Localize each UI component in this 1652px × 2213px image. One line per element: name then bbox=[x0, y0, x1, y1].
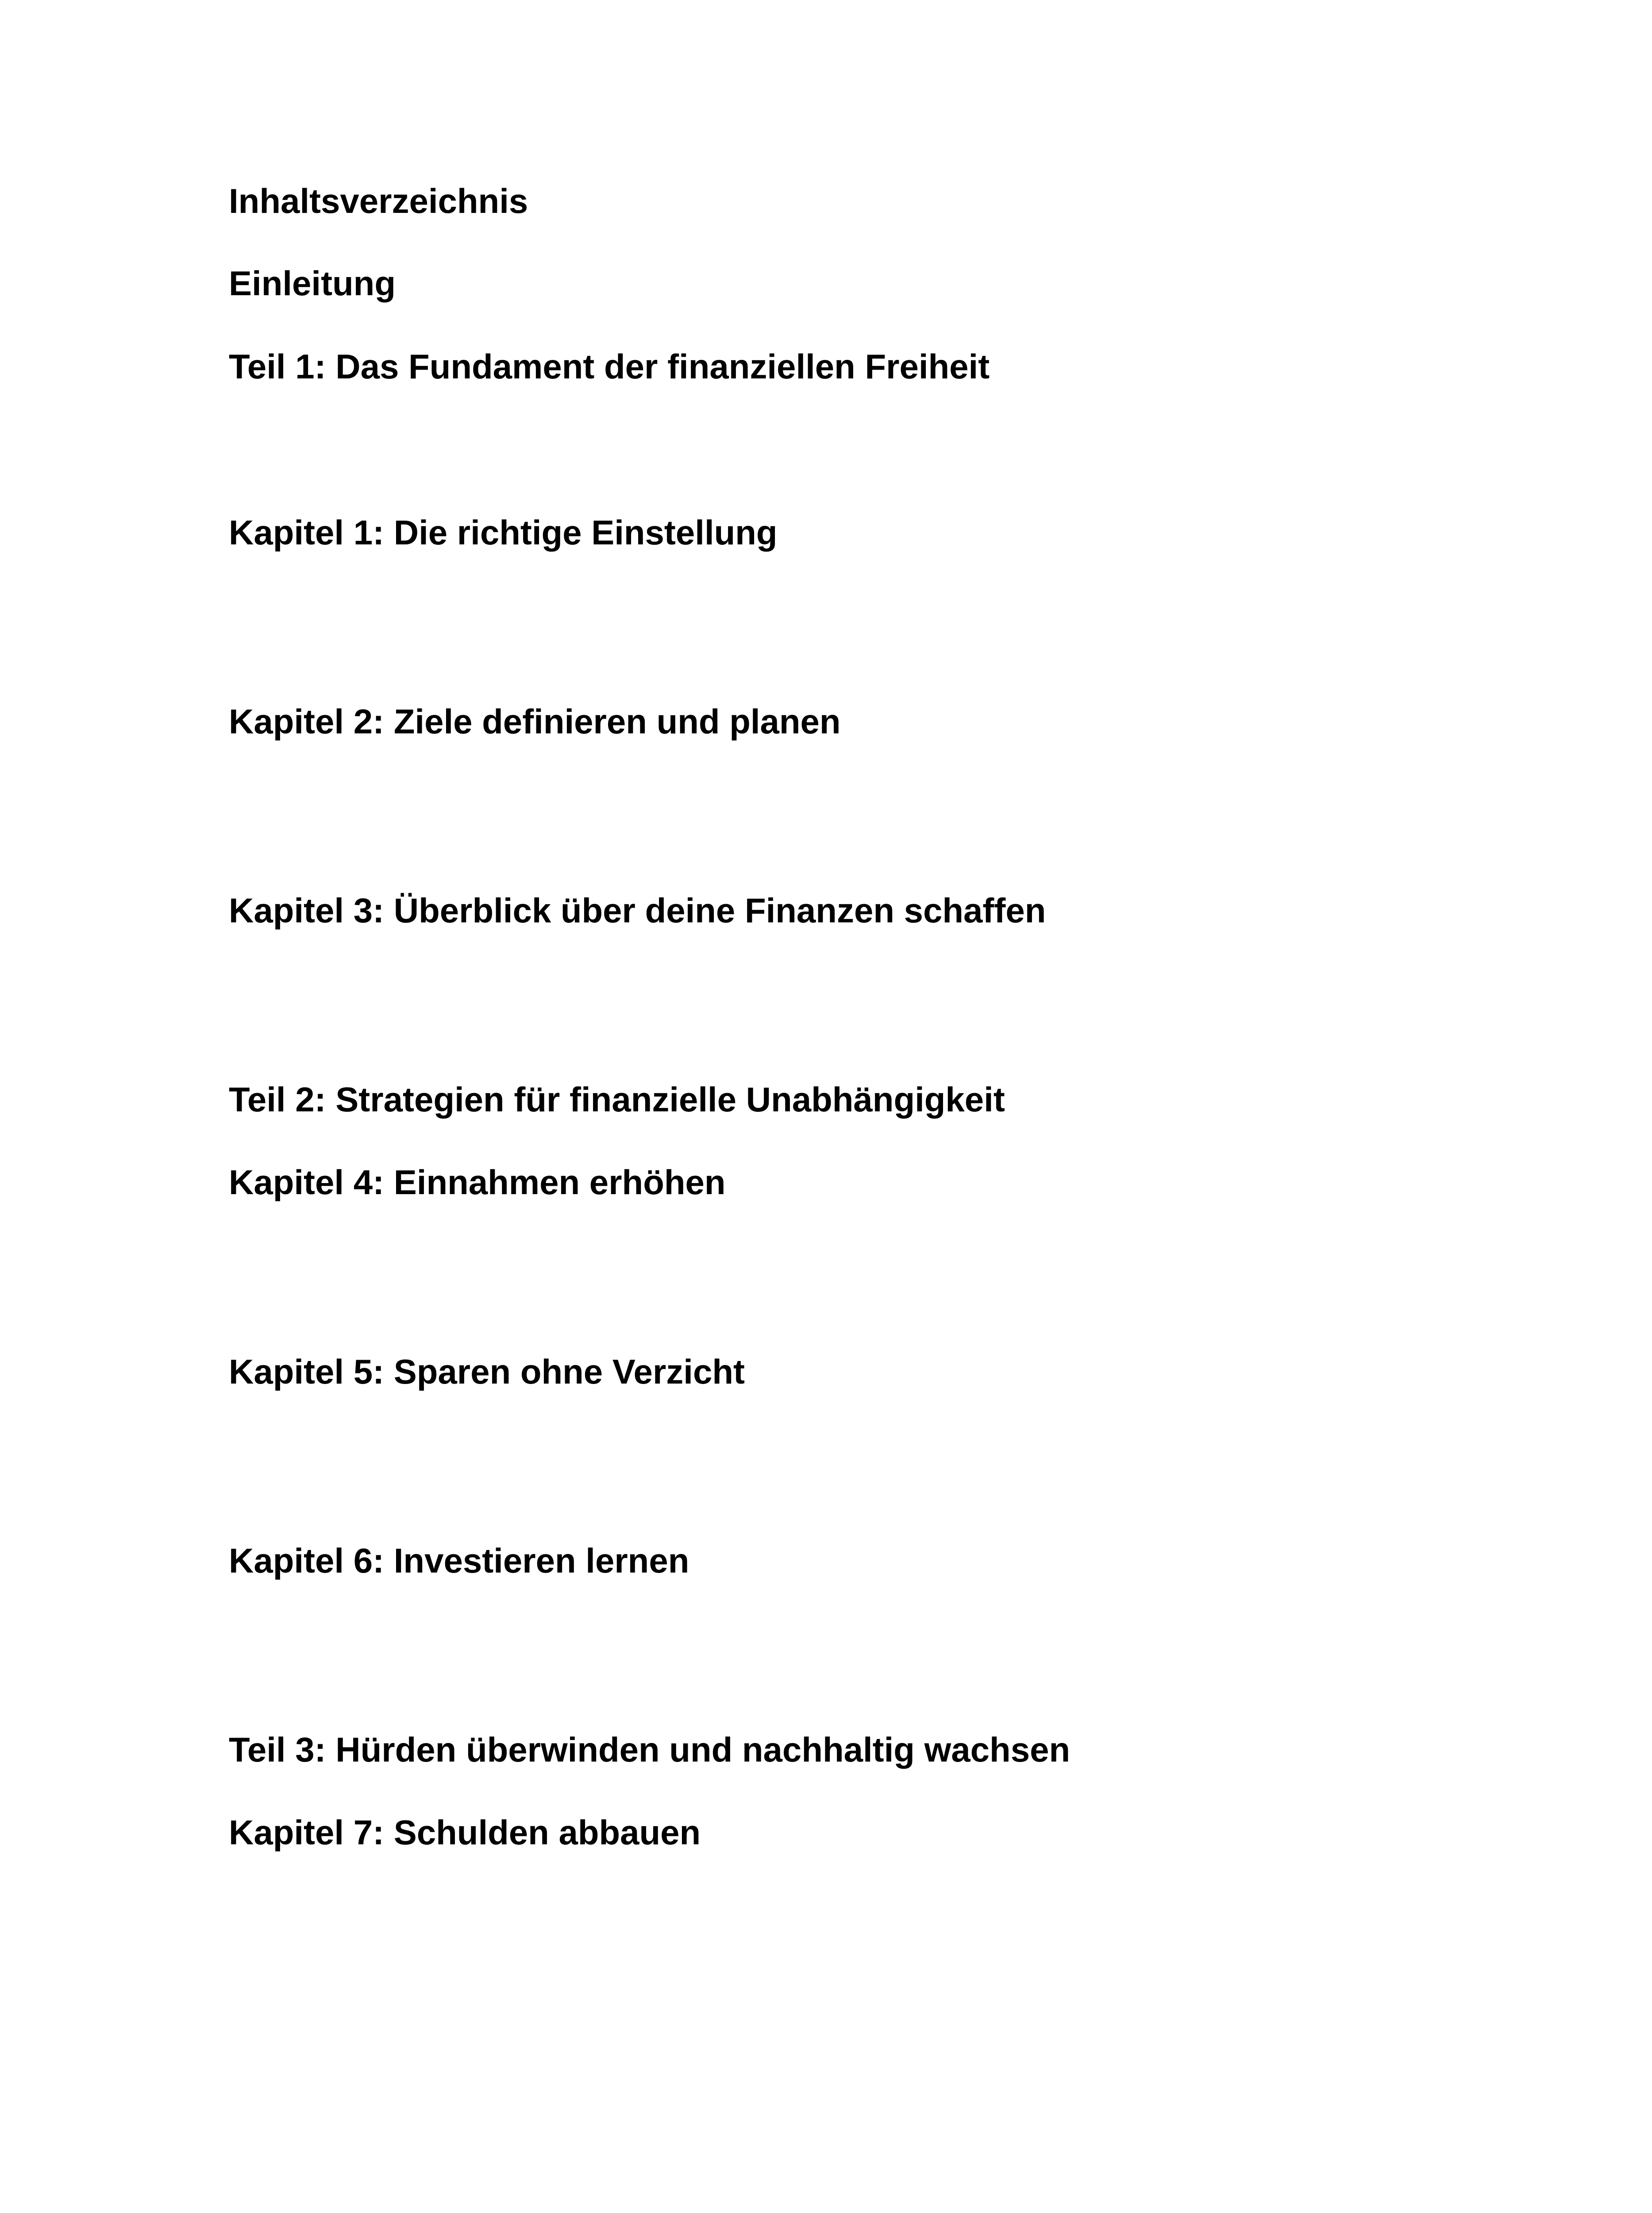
toc-heading: Inhaltsverzeichnis bbox=[229, 181, 528, 220]
toc-entry-kapitel-4: Kapitel 4: Einnahmen erhöhen bbox=[229, 1163, 726, 1202]
toc-entry-kapitel-2: Kapitel 2: Ziele definieren und planen bbox=[229, 702, 841, 741]
toc-entry-kapitel-1: Kapitel 1: Die richtige Einstellung bbox=[229, 513, 778, 552]
toc-entry-kapitel-6: Kapitel 6: Investieren lernen bbox=[229, 1541, 689, 1580]
toc-entry-teil-3: Teil 3: Hürden überwinden und nachhaltig wachsen bbox=[229, 1730, 1071, 1769]
toc-entry-kapitel-3: Kapitel 3: Überblick über deine Finanzen schaffen bbox=[229, 891, 1046, 930]
toc-entry-kapitel-5: Kapitel 5: Sparen ohne Verzicht bbox=[229, 1352, 745, 1391]
toc-entry-teil-1: Teil 1: Das Fundament der finanziellen Freiheit bbox=[229, 347, 990, 386]
toc-entry-kapitel-7: Kapitel 7: Schulden abbauen bbox=[229, 1813, 701, 1852]
toc-entry-einleitung: Einleitung bbox=[229, 264, 396, 303]
toc-entry-teil-2: Teil 2: Strategien für finanzielle Unabhängigkeit bbox=[229, 1080, 1005, 1119]
